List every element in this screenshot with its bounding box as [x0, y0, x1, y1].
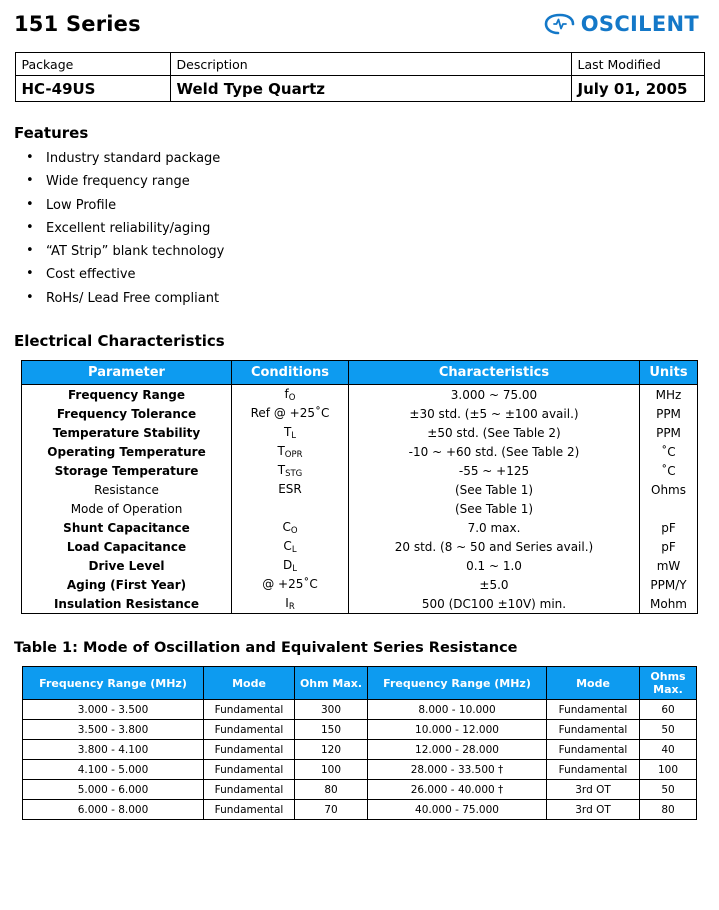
cell-conditions — [232, 594, 349, 614]
cell-characteristics: 3.000 ~ 75.00 — [349, 385, 640, 405]
page-title: 151 Series — [14, 12, 141, 36]
company-logo — [543, 12, 705, 36]
list-item — [26, 219, 719, 236]
cell-ohm-left: 300 — [295, 700, 368, 720]
cell-parameter: Storage Temperature — [22, 461, 232, 480]
cond-main: f — [284, 386, 289, 401]
cell-freq-right: 40.000 - 75.000 — [368, 800, 547, 820]
cell-mode-left: Fundamental — [204, 740, 295, 760]
cell-freq-right: 8.000 - 10.000 — [368, 700, 547, 720]
cell-units: ˚C — [661, 444, 676, 459]
col-header-mode-right: Mode — [547, 667, 640, 700]
cell-units: pF — [661, 520, 676, 535]
cond-main: T — [277, 462, 286, 477]
cell-units: ˚C — [661, 463, 676, 478]
bullet-icon: • — [26, 289, 34, 305]
cell-parameter: Shunt Capacitance — [22, 518, 232, 537]
cell-ohm-right: 50 — [640, 780, 697, 800]
list-item — [26, 266, 719, 283]
cond-sub: O — [290, 525, 298, 536]
feature-text: Excellent reliability/aging — [46, 220, 211, 236]
cell-conditions — [232, 537, 349, 556]
cell-conditions — [232, 480, 349, 499]
feature-text: “AT Strip” blank technology — [46, 244, 225, 260]
cell-units: MHz — [655, 387, 682, 402]
package-table-header-row — [15, 53, 704, 76]
cell-characteristics: ±50 std. (See Table 2) — [349, 423, 640, 442]
cell-mode-right: Fundamental — [547, 740, 640, 760]
cell-mode-left: Fundamental — [204, 700, 295, 720]
cond-sub: L — [291, 430, 297, 441]
cell-conditions — [232, 499, 349, 518]
description-header-cell: Description — [170, 53, 571, 76]
cond-sub: L — [292, 563, 297, 574]
cell-freq-right: 28.000 - 33.500 † — [368, 760, 547, 780]
cond-main: @ +25˚C — [262, 576, 318, 591]
table1-mode-esr — [22, 666, 697, 820]
package-table-value-row — [15, 76, 704, 102]
cell-ohm-left: 70 — [295, 800, 368, 820]
cell-freq-right: 12.000 - 28.000 — [368, 740, 547, 760]
cell-freq-right: 10.000 - 12.000 — [368, 720, 547, 740]
table-row — [22, 442, 698, 461]
cell-ohm-left: 150 — [295, 720, 368, 740]
cell-characteristics: 20 std. (8 ~ 50 and Series avail.) — [349, 537, 640, 556]
table-row — [22, 461, 698, 480]
cond-sub: L — [291, 544, 297, 555]
cell-units: PPM — [656, 406, 681, 421]
table-row — [23, 700, 697, 720]
feature-text: Low Profile — [46, 197, 117, 213]
last-modified-value-cell: July 01, 2005 — [571, 76, 704, 102]
cell-characteristics: ±5.0 — [349, 575, 640, 594]
cell-freq-left: 5.000 - 6.000 — [23, 780, 204, 800]
cond-main: C — [283, 538, 292, 553]
cell-parameter: Operating Temperature — [22, 442, 232, 461]
table-row — [22, 518, 698, 537]
col-header-parameter: Parameter — [22, 361, 232, 385]
table-row — [22, 537, 698, 556]
bullet-icon: • — [26, 196, 34, 212]
cond-main: T — [277, 443, 285, 458]
table-row — [22, 594, 698, 614]
cond-main: D — [283, 557, 293, 572]
cell-conditions — [232, 404, 349, 423]
cell-mode-left: Fundamental — [204, 800, 295, 820]
cell-ohm-right: 100 — [640, 760, 697, 780]
cell-parameter: Mode of Operation — [22, 499, 232, 518]
cell-parameter: Insulation Resistance — [22, 594, 232, 614]
cell-mode-right: Fundamental — [547, 720, 640, 740]
cell-conditions — [232, 385, 349, 405]
col-header-ohms-max-right: Ohms Max. — [640, 667, 697, 700]
cell-ohm-right: 50 — [640, 720, 697, 740]
cell-ohm-right: 60 — [640, 700, 697, 720]
bullet-icon: • — [26, 266, 34, 282]
cell-freq-left: 3.800 - 4.100 — [23, 740, 204, 760]
table-row — [22, 385, 698, 405]
cell-mode-left: Fundamental — [204, 780, 295, 800]
cond-sub: O — [288, 392, 296, 403]
table-row — [23, 720, 697, 740]
cell-ohm-right: 40 — [640, 740, 697, 760]
table-row — [22, 423, 698, 442]
electrical-characteristics-heading: Electrical Characteristics — [14, 332, 225, 351]
package-header-cell: Package — [15, 53, 170, 76]
package-value-cell: HC-49US — [15, 76, 170, 102]
table-row — [23, 780, 697, 800]
cell-characteristics: (See Table 1) — [349, 499, 640, 518]
col-header-units: Units — [640, 361, 698, 385]
cond-sub: OPR — [284, 449, 303, 460]
cell-freq-left: 4.100 - 5.000 — [23, 760, 204, 780]
cell-units: Mohm — [650, 596, 687, 611]
table-row — [22, 556, 698, 575]
table-row — [23, 760, 697, 780]
cell-units: Ohms — [651, 482, 686, 497]
list-item — [26, 173, 719, 190]
table1-wrap — [22, 666, 697, 820]
cell-parameter: Frequency Range — [22, 385, 232, 405]
electrical-characteristics-table-wrap — [21, 360, 698, 614]
cell-units: pF — [661, 539, 676, 554]
cell-units: PPM — [656, 425, 681, 440]
cell-mode-right: Fundamental — [547, 700, 640, 720]
cell-ohm-left: 120 — [295, 740, 368, 760]
cell-mode-left: Fundamental — [204, 720, 295, 740]
cell-mode-right: 3rd OT — [547, 780, 640, 800]
cell-parameter: Resistance — [22, 480, 232, 499]
last-modified-header-cell: Last Modified — [571, 53, 704, 76]
cell-ohm-right: 80 — [640, 800, 697, 820]
col-header-characteristics: Characteristics — [349, 361, 640, 385]
cond-main: T — [283, 424, 292, 439]
cond-main: Ref @ +25˚C — [250, 405, 330, 420]
cond-sub: STG — [285, 468, 303, 479]
table-header-row — [23, 667, 697, 700]
cell-conditions — [232, 442, 349, 461]
cell-characteristics: 500 (DC100 ±10V) min. — [349, 594, 640, 614]
bullet-icon: • — [26, 243, 34, 259]
package-table — [15, 52, 705, 102]
description-value-cell: Weld Type Quartz — [170, 76, 571, 102]
cell-parameter: Temperature Stability — [22, 423, 232, 442]
col-header-frequency-range-left: Frequency Range (MHz) — [23, 667, 204, 700]
cell-parameter: Drive Level — [22, 556, 232, 575]
cell-units: PPM/Y — [650, 577, 687, 592]
table-row — [23, 800, 697, 820]
feature-text: Cost effective — [46, 267, 136, 283]
table1-heading: Table 1: Mode of Oscillation and Equivalent Series Resistance — [14, 640, 518, 657]
oscilloscope-wave-icon — [543, 13, 577, 35]
col-header-conditions: Conditions — [232, 361, 349, 385]
list-item — [26, 150, 719, 166]
cell-conditions — [232, 575, 349, 594]
cell-conditions — [232, 556, 349, 575]
cell-characteristics: -10 ~ +60 std. (See Table 2) — [349, 442, 640, 461]
cell-characteristics: ±30 std. (±5 ~ ±100 avail.) — [349, 404, 640, 423]
table-row — [22, 499, 698, 518]
col-header-mode-left: Mode — [204, 667, 295, 700]
feature-text: Wide frequency range — [46, 174, 190, 190]
electrical-characteristics-table — [21, 360, 698, 614]
bullet-icon: • — [26, 150, 34, 165]
cell-freq-left: 3.500 - 3.800 — [23, 720, 204, 740]
cell-parameter: Frequency Tolerance — [22, 404, 232, 423]
list-item — [26, 289, 719, 306]
cell-characteristics: 7.0 max. — [349, 518, 640, 537]
cond-main: ESR — [278, 481, 302, 496]
features-heading: Features — [14, 124, 89, 142]
cell-freq-left: 6.000 - 8.000 — [23, 800, 204, 820]
cell-characteristics: 0.1 ~ 1.0 — [349, 556, 640, 575]
cell-conditions — [232, 423, 349, 442]
cond-main: C — [282, 519, 291, 534]
cond-sub: R — [288, 601, 295, 612]
cell-mode-right: 3rd OT — [547, 800, 640, 820]
cell-units — [640, 499, 698, 518]
cell-freq-left: 3.000 - 3.500 — [23, 700, 204, 720]
cell-mode-right: Fundamental — [547, 760, 640, 780]
company-name: OSCILENT — [580, 12, 699, 36]
cell-ohm-left: 80 — [295, 780, 368, 800]
cond-main: I — [285, 595, 289, 610]
features-list — [0, 152, 719, 306]
cell-characteristics: (See Table 1) — [349, 480, 640, 499]
cell-conditions — [232, 518, 349, 537]
table-row — [22, 575, 698, 594]
page-header — [0, 0, 719, 36]
table-header-row — [22, 361, 698, 385]
cell-ohm-left: 100 — [295, 760, 368, 780]
col-header-frequency-range-right: Frequency Range (MHz) — [368, 667, 547, 700]
table-row — [23, 740, 697, 760]
cell-parameter: Load Capacitance — [22, 537, 232, 556]
cell-characteristics: -55 ~ +125 — [349, 461, 640, 480]
feature-text: Industry standard package — [46, 151, 221, 166]
feature-text: RoHs/ Lead Free compliant — [46, 290, 220, 306]
list-item — [26, 196, 719, 213]
table-row — [22, 404, 698, 423]
cell-units: mW — [656, 558, 681, 573]
table-row — [22, 480, 698, 499]
cell-freq-right: 26.000 - 40.000 † — [368, 780, 547, 800]
cell-mode-left: Fundamental — [204, 760, 295, 780]
cell-parameter: Aging (First Year) — [22, 575, 232, 594]
list-item — [26, 243, 719, 260]
col-header-ohm-max-left: Ohm Max. — [295, 667, 368, 700]
bullet-icon: • — [26, 173, 34, 189]
cell-conditions — [232, 461, 349, 480]
bullet-icon: • — [26, 219, 34, 235]
